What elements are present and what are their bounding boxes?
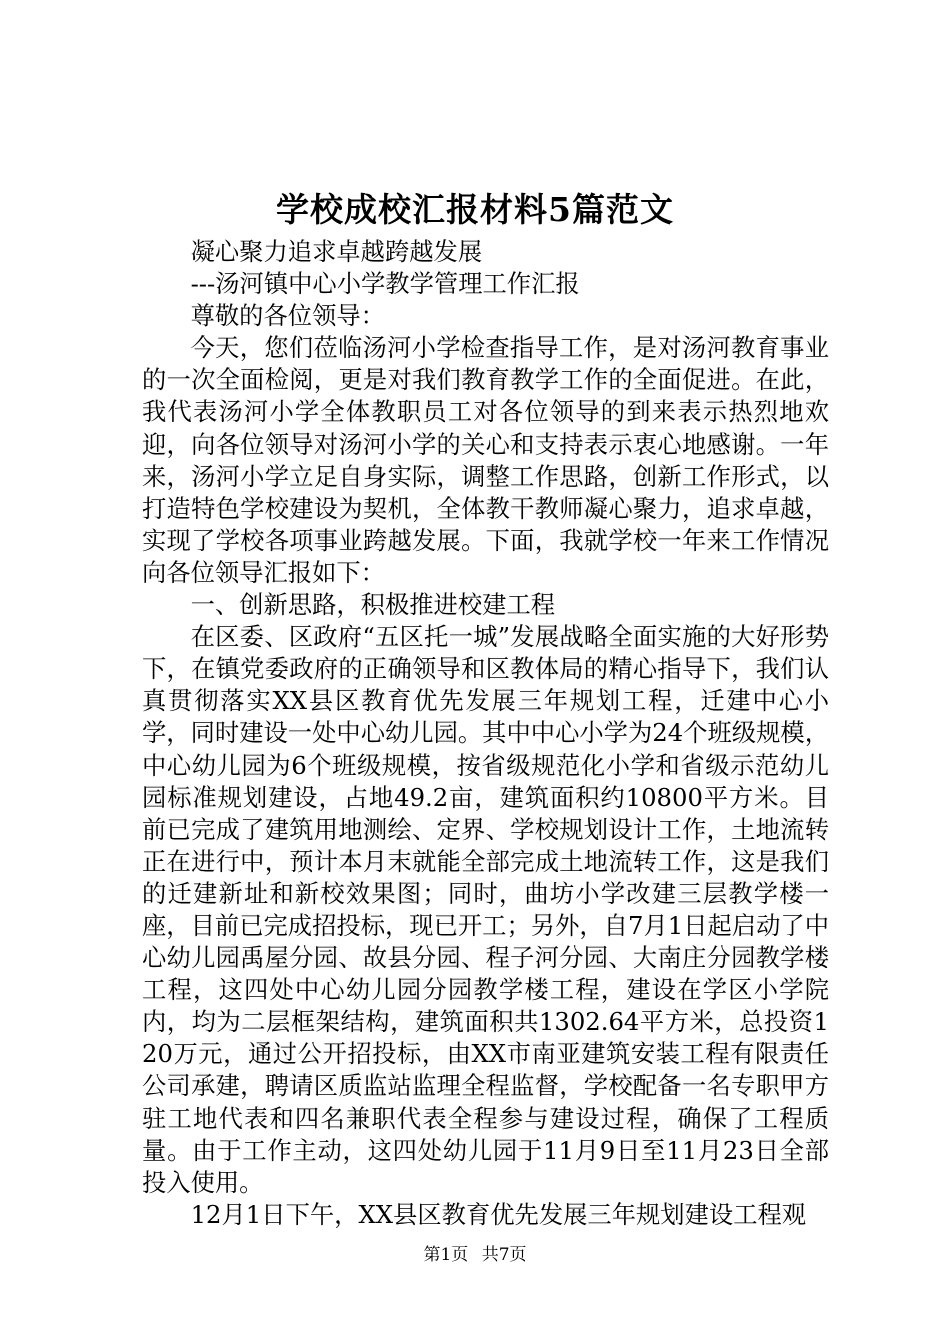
subtitle-line: 凝心聚力追求卓越跨越发展	[190, 237, 483, 266]
body-paragraph-intro: 今天，您们莅临汤河小学检查指导工作，是对汤河教育事业的一次全面检阅，更是对我们教育教学工作的全面促进。在此，我代表汤河小学全体教职员工对各位领导的到来表示热烈地欢迎，向各位领导对汤河小学的关心和支持表示衷心地感谢。一年来，汤河小学立足自身实际，调整工作思路，创新工作形式，以打造特色学校建设为契机，全体教干教师凝心聚力，追求卓越，实现了学校各项事业跨越发展。下面，我就学校一年来工作情况向各位领导汇报如下：	[142, 333, 829, 587]
document-title: 学校成校汇报材料5篇范文	[276, 190, 674, 229]
page-number: 第1页	[423, 1245, 469, 1265]
page-footer	[0, 1243, 950, 1267]
body-paragraph-continued: 12月1日下午，XX县区教育优先发展三年规划建设工程观	[190, 1199, 807, 1229]
document-body	[142, 236, 829, 1231]
subtitle-report-line: ---汤河镇中心小学教学管理工作汇报	[190, 269, 580, 299]
section-heading-1: 一、创新思路，积极推进校建工程	[190, 590, 556, 620]
body-paragraph-construction: 在区委、区政府“五区托一城”发展战略全面实施的大好形势下，在镇党委政府的正确领导和区教体局的精心指导下，我们认真贯彻落实XX县区教育优先发展三年规划工程，迁建中心小学，同时建设一处中心幼儿园。其中中心小学为24个班级规模，中心幼儿园为6个班级规模，按省级规范化小学和省级示范幼儿园标准规划建设，占地49.2亩，建筑面积约10800平方米。目前已完成了建筑用地测绘、定界、学校规划设计工作，土地流转正在进行中，预计本月末就能全部完成土地流转工作，这是我们的迁建新址和新校效果图；同时，曲坊小学改建三层教学楼一座，目前已完成招投标，现已开工；另外，自7月1日起启动了中心幼儿园禹屋分园、故县分园、程子河分园、大南庄分园教学楼工程，这四处中心幼儿园分园教学楼工程，建设在学区小学院内，均为二层框架结构，建筑面积共1302.64平方米，总投资120万元，通过公开招投标，由XX市南亚建筑安装工程有限责任公司承建，聘请区质监站监理全程监督，学校配备一名专职甲方驻工地代表和四名兼职代表全程参与建设过程，确保了工程质量。由于工作主动，这四处幼儿园于11月9日至11月23日全部投入使用。	[142, 622, 829, 1197]
salutation: 尊敬的各位领导：	[190, 301, 385, 331]
page-total: 共7页	[481, 1245, 527, 1265]
